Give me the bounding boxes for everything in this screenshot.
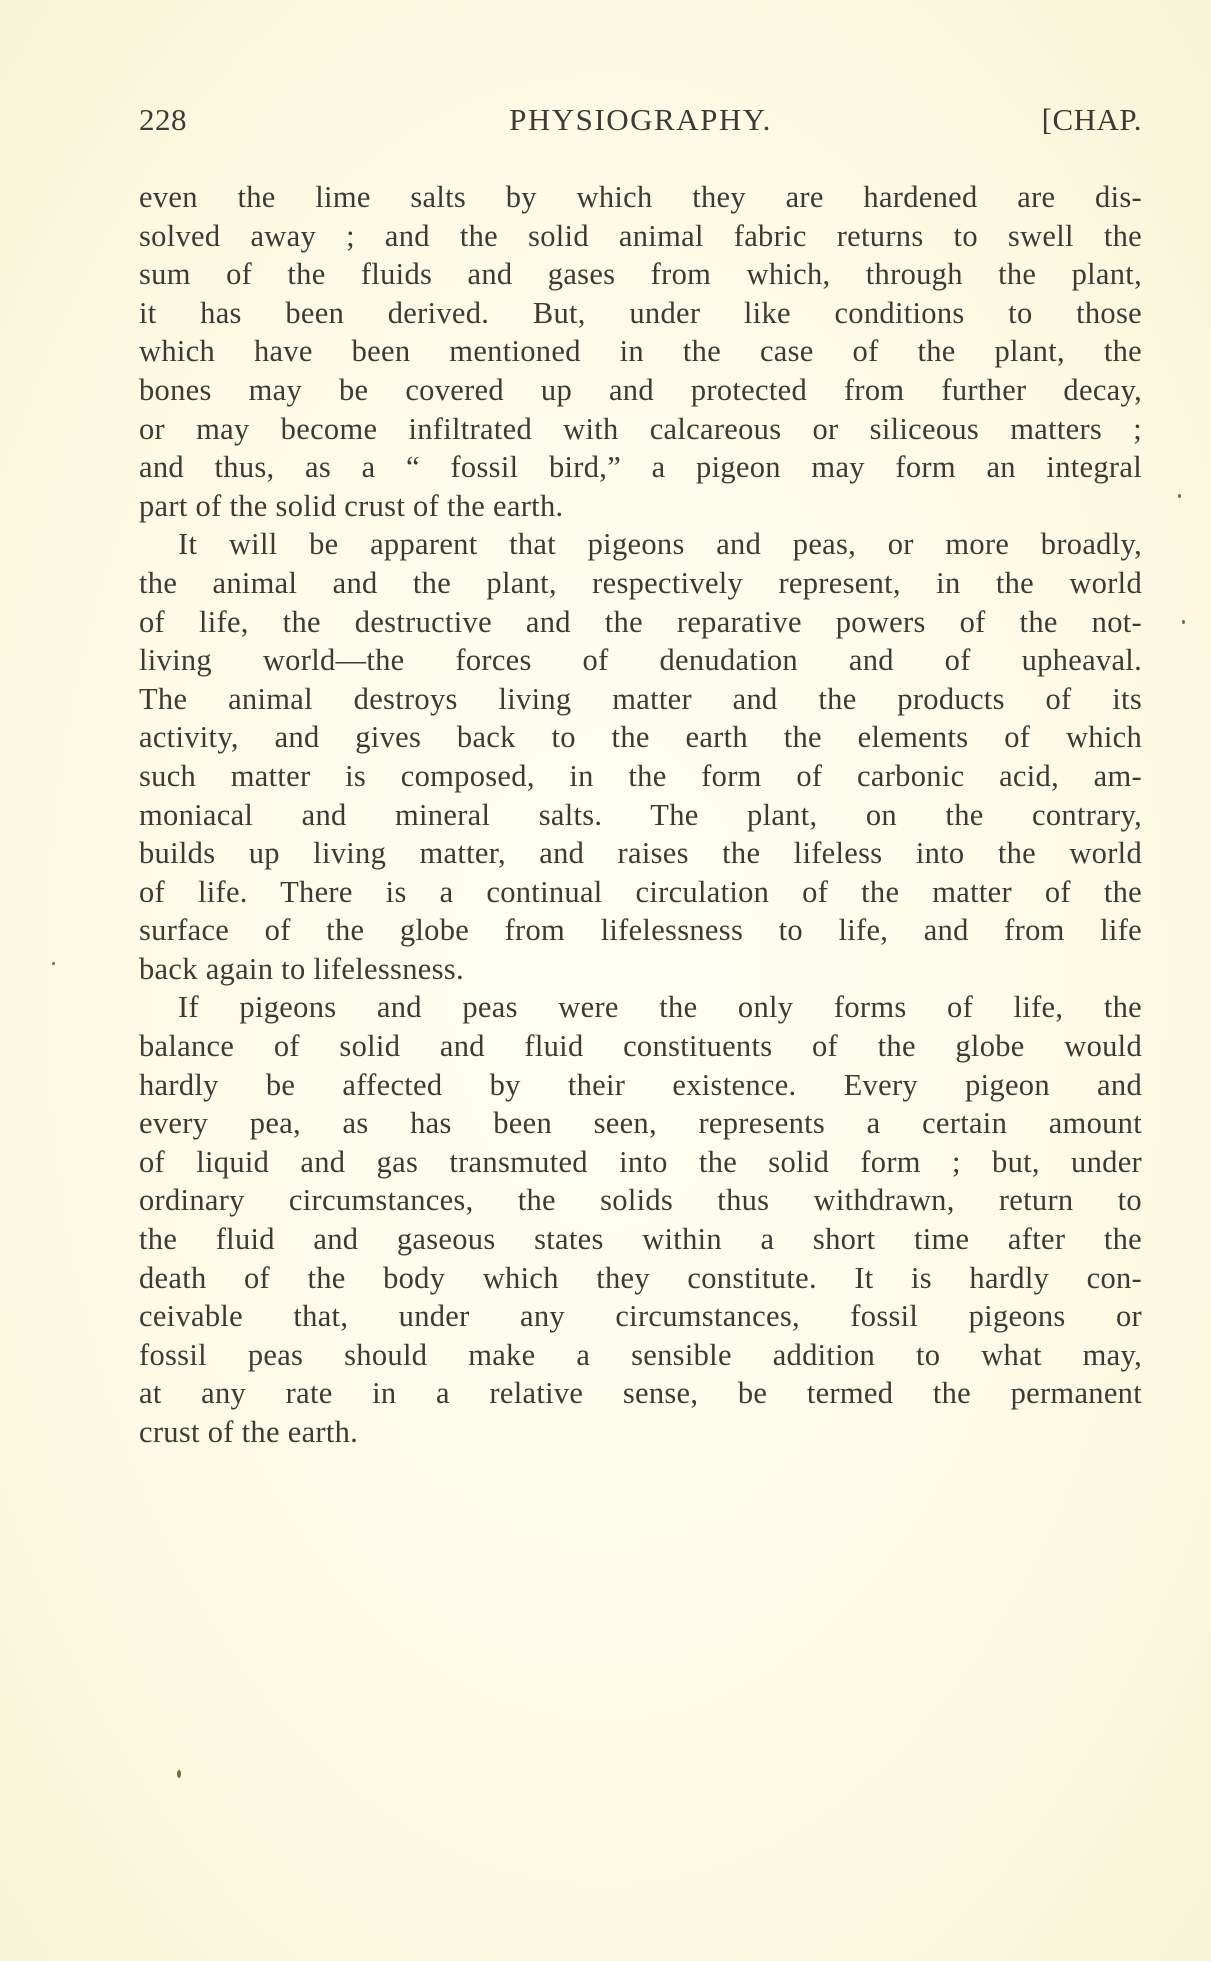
text-line: of life, the destructive and the reparative powers of the not- bbox=[139, 604, 1142, 639]
text-line: solved away ; and the solid animal fabric returns to swell the bbox=[139, 218, 1142, 253]
running-title: PHYSIOGRAPHY. bbox=[509, 102, 772, 137]
text-line: builds up living matter, and raises the lifeless into the world bbox=[139, 836, 1142, 871]
text-line: every pea, as has been seen, represents a certain amount bbox=[139, 1106, 1142, 1141]
text-line: moniacal and mineral salts. The plant, on the contrary, bbox=[139, 797, 1142, 832]
text-line: death of the body which they constitute. It is hardly con- bbox=[139, 1260, 1142, 1295]
paragraph-2 bbox=[139, 525, 1142, 988]
body-text bbox=[139, 178, 1142, 1452]
scan-speck bbox=[177, 1770, 181, 1778]
text-line: back again to lifelessness. bbox=[139, 951, 464, 986]
paragraph-1 bbox=[139, 178, 1142, 525]
scan-speck bbox=[52, 962, 55, 965]
scan-speck bbox=[1178, 494, 1181, 498]
text-line: activity, and gives back to the earth the elements of which bbox=[139, 720, 1142, 755]
text-line: of liquid and gas transmuted into the solid form ; but, under bbox=[139, 1144, 1142, 1179]
text-line: which have been mentioned in the case of the plant, the bbox=[139, 334, 1142, 369]
text-line: and thus, as a “ fossil bird,” a pigeon may form an integral bbox=[139, 450, 1142, 485]
text-line: surface of the globe from lifelessness to life, and from life bbox=[139, 913, 1142, 948]
paragraph-3 bbox=[139, 988, 1142, 1451]
text-line: even the lime salts by which they are hardened are dis- bbox=[139, 180, 1142, 214]
text-line: It will be apparent that pigeons and peas, or more broadly, bbox=[178, 527, 1142, 562]
text-line: at any rate in a relative sense, be termed the permanent bbox=[139, 1376, 1142, 1411]
text-line: fossil peas should make a sensible addition to what may, bbox=[139, 1337, 1142, 1372]
text-line: ceivable that, under any circumstances, fossil pigeons or bbox=[139, 1299, 1142, 1334]
text-line: hardly be affected by their existence. Every pigeon and bbox=[139, 1067, 1142, 1102]
text-line: If pigeons and peas were the only forms of life, the bbox=[178, 990, 1142, 1025]
text-line: the animal and the plant, respectively represent, in the world bbox=[139, 565, 1142, 600]
text-line: bones may be covered up and protected from further decay, bbox=[139, 372, 1142, 407]
text-line: of life. There is a continual circulation of the matter of the bbox=[139, 874, 1142, 909]
text-line: it has been derived. But, under like conditions to those bbox=[139, 295, 1142, 330]
text-line: ordinary circumstances, the solids thus withdrawn, return to bbox=[139, 1183, 1142, 1218]
text-line: crust of the earth. bbox=[139, 1415, 359, 1449]
text-line: The animal destroys living matter and the products of its bbox=[139, 681, 1142, 716]
text-line: or may become infiltrated with calcareous or siliceous matters ; bbox=[139, 411, 1142, 446]
text-line: the fluid and gaseous states within a short time after the bbox=[139, 1222, 1142, 1257]
chapter-marker: [CHAP. bbox=[1041, 102, 1142, 137]
text-line: such matter is composed, in the form of carbonic acid, am- bbox=[139, 758, 1142, 793]
scan-speck bbox=[1182, 620, 1185, 624]
page-header bbox=[139, 102, 1142, 146]
text-line: living world—the forces of denudation and of upheaval. bbox=[139, 643, 1142, 678]
text-line: part of the solid crust of the earth. bbox=[139, 488, 564, 523]
text-line: balance of solid and fluid constituents of the globe would bbox=[139, 1029, 1142, 1064]
page-number: 228 bbox=[139, 102, 187, 137]
text-line: sum of the fluids and gases from which, through the plant, bbox=[139, 257, 1142, 292]
